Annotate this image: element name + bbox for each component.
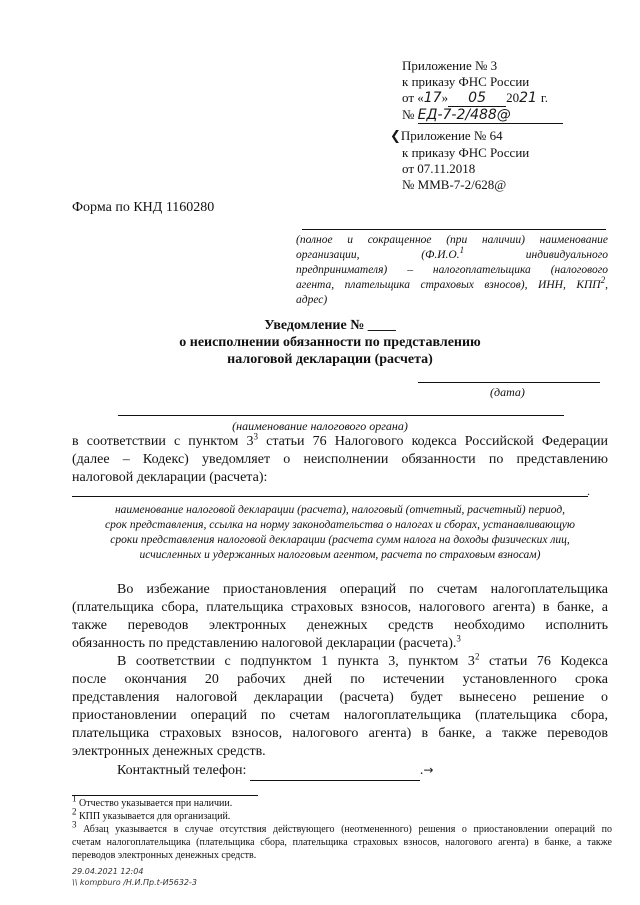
recipient-caption: (полное и сокращенное (при наличии) наименование организации, (Ф.И.О.$^1$ индивидуального предпринимателя) – налогоплательщика (налогового агента, плательщика страховых взносов), ИНН, КПП$^2$, адрес) [296, 234, 608, 306]
handwritten-mark-icon: → [423, 763, 434, 777]
contact-phone: Контактный телефон: .→ [117, 761, 433, 781]
appendix-3-number-line: № ЕД-7-2/488@ [402, 107, 602, 124]
appendix-64-order: к приказу ФНС России [402, 145, 530, 160]
handwritten-mark-icon: ❮ [390, 129, 401, 144]
print-stamp: 29.04.2021 12:04 \\ kompburo /Н.И.Пр.t-И5632-3 [72, 867, 197, 887]
declaration-caption: наименование налоговой декларации (расчета), налоговый (отчетный, расчетный) период, срок представления, ссылка на норму законодательства о налогах и сборах, устанавливающую сроки представления налоговой декларации (расчета сумм налога на доходы физических лиц, исчисленных и удержанных налоговым агентом, расчета по страховым взносам) [104, 504, 575, 561]
appendix-64-block [390, 128, 602, 193]
handwritten-month: 05 [468, 90, 486, 106]
contact-phone-label: Контактный телефон: [117, 763, 250, 778]
date-caption: (дата) [490, 385, 525, 399]
appendix-3-date-line: от «17» 05 2021 г. [402, 90, 549, 106]
footnote-1: $^1$ Отчество указывается при наличии. [72, 793, 233, 809]
form-code: Форма по КНД 1160280 [72, 200, 215, 215]
intro-paragraph: в соответствии с пунктом $3^3$ статьи 76 Налогового кодекса Российской Федерации (далее – Кодекс) уведомляет о неисполнении обязанности по представлению налоговой декларации (расчета): [72, 431, 608, 485]
appendix-3-order: к приказу ФНС России [402, 74, 530, 89]
appendix-64-title: ❮Приложение № 64 [390, 128, 503, 144]
contact-phone-field [250, 762, 420, 781]
tax-organ-caption: (наименование налогового органа) [232, 419, 408, 433]
footnote-3: $^3$ Абзац указывается в случае отсутствия действующего (неотмененного) решения о приостановлении операций по [72, 819, 612, 835]
appendix-3-title: Приложение № 3 [402, 58, 498, 73]
tax-organ-line [118, 415, 564, 416]
paragraph-warning: Во избежание приостановления операций по счетам налогоплательщика (плательщика сбора, плательщика страховых взносов, налогового агента) в банке, а также переводов электронных денежных средств необходимо исполнить обязанность по представлению налоговой декларации (расчета).$^3$ [72, 582, 608, 651]
paragraph-suspension: В соответствии с подпунктом 1 пункта 3, пунктом $3^2$ статьи 76 Кодекса после окончания 20 рабочих дней по истечении установленного срока представления налоговой декларации (расчета) будет вынесено решение о приостановлении операций по счетам налогоплательщика (плательщика сбора, плательщика страховых взносов, налогового агента) в банке, а также переводов электронных денежных средств. [72, 651, 608, 759]
document-title [0, 317, 640, 368]
title-line-3: налоговой декларации (расчета) [227, 352, 433, 367]
handwritten-day: 17 [423, 90, 442, 106]
appendix-3-block [402, 58, 602, 124]
handwritten-number: ЕД-7-2/488@ [417, 107, 511, 123]
footnotes: $^1$ Отчество указывается при наличии. $^2$ КПП указывается для организаций. $^3$ Абзац указывается в случае отсутствия действующего (неотмененного) решения о приостановлении операций по счетам налогоплательщика (плательщика сбора, плательщика страховых взносов, налогового агента) в банке, а также переводов электронных денежных средств. [72, 793, 612, 861]
handwritten-year: 21 [519, 90, 537, 106]
appendix-64-date: от 07.11.2018 [402, 161, 476, 176]
footnote-separator [72, 795, 258, 796]
date-line [418, 382, 600, 383]
declaration-line [72, 496, 588, 497]
appendix-64-number: № ММВ-7-2/628@ [402, 177, 507, 192]
footnote-2: $^2$ КПП указывается для организаций. [72, 806, 231, 822]
recipient-line [302, 229, 606, 230]
title-line-1: Уведомление № ____ [264, 318, 396, 333]
title-line-2: о неисполнении обязанности по представлению [179, 335, 481, 350]
